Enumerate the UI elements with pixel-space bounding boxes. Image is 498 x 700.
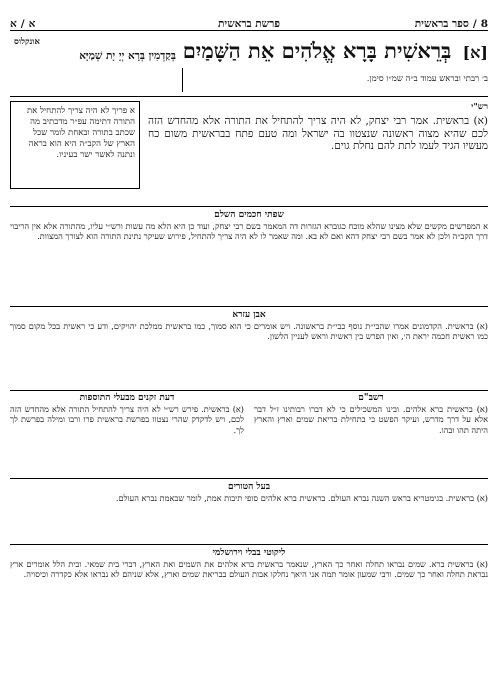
rashbam-text: (א) בראשית ברא אלהים. ובינו המשכילים כי לא דברו רבותינו ז״ל דבר אלא על דרך מדרש, ועיקר הפשט כי בתחילת בריאת שמים וארץ והארץ היתה תהו ובהו. — [254, 404, 488, 435]
onkelos-heading: אונקלוס — [14, 37, 40, 47]
daas-text: (א) בראשית. פירש רש״י לא היה צריך להתחיל התורה אלא מהחדש הזה לכם, ויש לדקדק שהרי נצטוו בפרשת בראשית פרו ורבו ומילה בפרשת לך לך. — [10, 404, 244, 435]
verse-text — [178, 38, 488, 66]
torah-note-box: א פריך לא היה צריך להתחיל את התורה דתימה עפ״ר מדכתיב מה שכתב בתורה ובאחת לומר שכל הארץ של הקב״ה היא הוא בראה ונתנה לאשר ישר בעיניו. — [10, 101, 140, 189]
verse-words: בְּרֵאשִׁית בָּרָא אֱלֹהִים אֵת הַשָּׁמַיִם — [182, 38, 452, 63]
rashbam-daas-columns — [10, 391, 488, 471]
chapter-verse-marker — [10, 18, 35, 30]
rashi-section — [10, 96, 488, 205]
page-number: 8 — [480, 18, 488, 30]
rashbam-daas-section — [10, 390, 488, 477]
baal-haturim-section — [10, 478, 488, 543]
onkelos-text: בְּקַדְמִין בְּרָא יְיָ יָת שְׁמַיָּא — [79, 50, 176, 62]
running-head-right — [415, 18, 488, 30]
verse-note: ב׳ רבתי ובראש עמוד ב״ה שמ״ו סימן. — [366, 74, 488, 84]
column-divider — [182, 68, 183, 92]
baal-haturim-heading: בעל הטורים — [227, 482, 271, 492]
baal-haturim-text: (א) בראשית. בגימטריא בראש השנה נברא העולם. בראשית ברא אלהים סופי תיבות אמת, לומר שבאמת נברא העולם. — [115, 493, 488, 503]
daas-heading: דעת זקנים מבעלי התוספות — [79, 393, 175, 403]
chapter-letter: א — [28, 18, 36, 30]
ibn-ezra-heading: אבן עזרא — [232, 310, 266, 320]
running-head — [10, 14, 488, 31]
ibn-ezra-text: (א) בראשית. הקדמונים אמרו שהבי״ת נוסף כבי״ת בראשונה. ויש אומרים כי הוא סמוך, כמו בראשית ממלכת יהויקים, ודע כי ראשית בכל מקום סמוך כמו ראשית חכמה יראת ה׳, ואין הפרש בין ראשית וראש לעניין הלשון. — [10, 321, 488, 342]
verse-letter: א — [10, 18, 17, 30]
sifsei-text: א המפרשים מקשים שלא מצינו שהלא מוכח כגוברא הגזרות דה המאמר בשם רבי יצחק, ועוד כן היא הלא מה עשות ורש״י עליו, מהתורה אלא אין הריבוי דרך הקב״ה ולכן לא אמר בשם רבי יצחק דהא ואם לא בא. ומה שאמר לו לא היה צריך להתחיל, פירוש שעיקר נתינת התורה הוא לצורך המצוות. — [10, 221, 488, 242]
sifsei-heading: שפתי חכמים השלם — [214, 210, 284, 220]
verse-area — [10, 34, 488, 94]
rashbam-heading: רשב"ם — [358, 393, 384, 403]
ibn-ezra-section — [10, 306, 488, 389]
separator: / — [472, 18, 477, 30]
likutei-section — [10, 544, 488, 691]
parsha-title: פרשת בראשית — [218, 18, 280, 30]
verse-number: [א] — [462, 43, 488, 62]
sifsei-chachamim-section — [10, 206, 488, 305]
daas-column — [10, 391, 244, 471]
rashi-text: (א) בראשית. אמר רבי יצחק, לא היה צריך להתחיל את התורה אלא מהחדש הזה לכם שהיא מצוה ראשונה שנצטוו בה ישראל ומה טעם פתח בבראשית משום כח מעשיו הגיד לעמו לתת להם נחלת גוים. — [148, 115, 488, 152]
likutei-heading: ליקוטי בבלי וירושלמי — [212, 548, 286, 558]
rashi-heading: רש"י — [471, 102, 488, 112]
book-title: ספר בראשית — [414, 18, 469, 30]
separator: / — [20, 18, 25, 30]
likutei-text: (א) בראשית ברא. שמים נבראו תחלה ואחר כך הארץ, שנאמר בראשית ברא אלהים את השמים ואת הארץ, דברי בית שמאי. ובית הלל אומרים ארץ נבראת תחלה ואחר כך שמים. ורבי שמעון אומר תמה אני היאך נחלקו אבות העולם בבריאת שמים וארץ, אלא שניהם לא נבראו אלא כקדרה וכיסויה. — [10, 559, 488, 580]
rashbam-column — [254, 391, 488, 471]
